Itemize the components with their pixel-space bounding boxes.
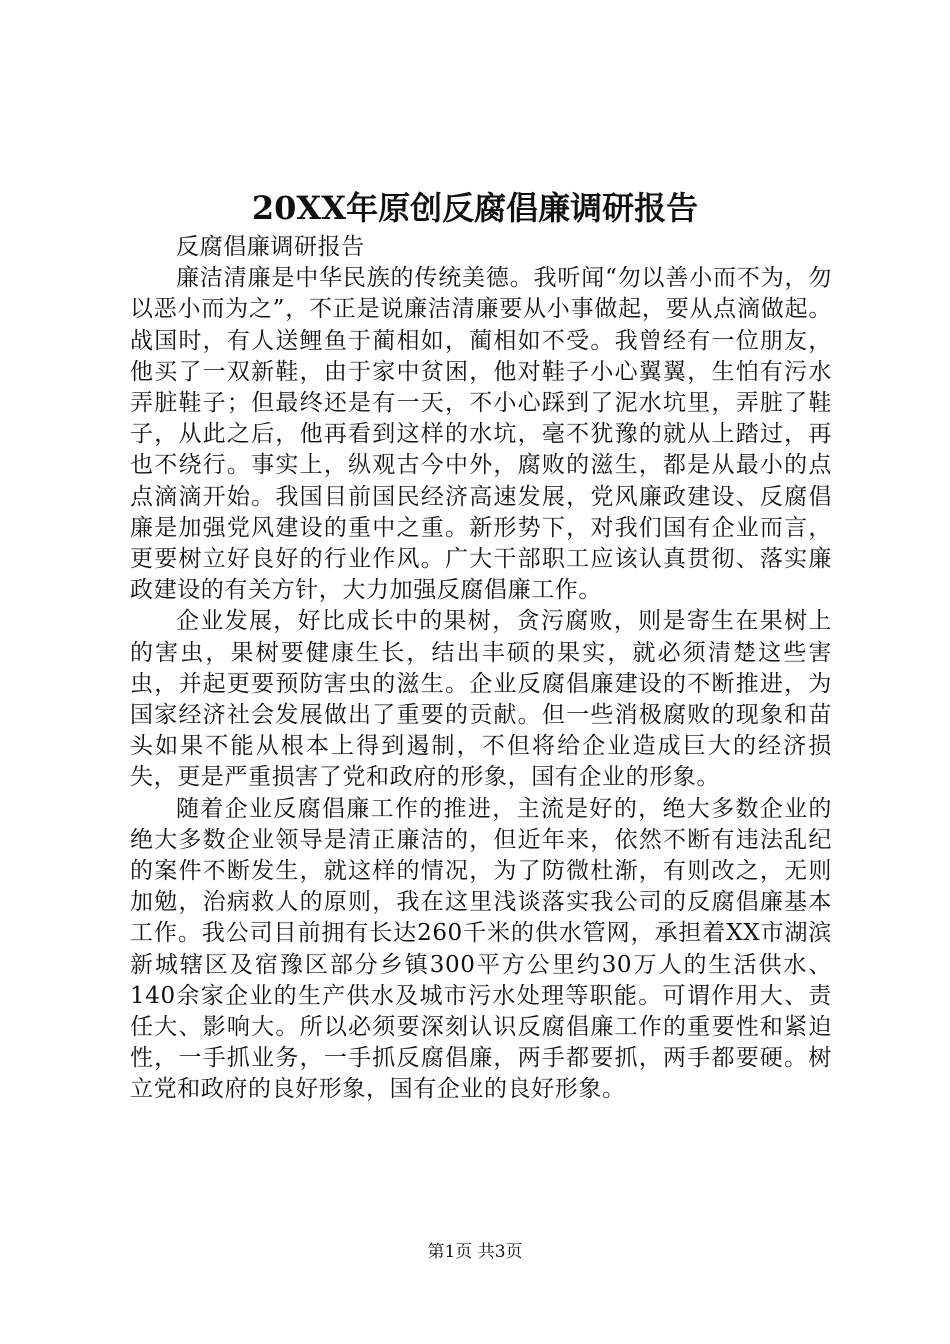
- document-body: [130, 232, 832, 1106]
- body-paragraph: 廉洁清廉是中华民族的传统美德。我听闻“勿以善小而不为，勿以恶小而为之”，不正是说廉洁清廉要从小事做起，要从点滴做起。战国时，有人送鲤鱼于蔺相如，蔺相如不受。我曾经有一位朋友，他买了一双新鞋，由于家中贫困，他对鞋子小心翼翼，生怕有污水弄脏鞋子；但最终还是有一天，不小心踩到了泥水坑里，弄脏了鞋子，从此之后，他再看到这样的水坑，毫不犹豫的就从上踏过，再也不绕行。事实上，纵观古今中外，腐败的滋生，都是从最小的点点滴滴开始。我国目前国民经济高速发展，党风廉政建设、反腐倡廉是加强党风建设的重中之重。新形势下，对我们国有企业而言，更要树立好良好的行业作风。广大干部职工应该认真贯彻、落实廉政建设的有关方针，大力加强反腐倡廉工作。: [130, 265, 832, 604]
- page-number-footer: 第1页 共3页: [427, 1242, 523, 1262]
- body-paragraph: 随着企业反腐倡廉工作的推进，主流是好的，绝大多数企业的绝大多数企业领导是清正廉洁的，但近年来，依然不断有违法乱纪的案件不断发生，就这样的情况，为了防微杜渐，有则改之，无则加勉，治病救人的原则，我在这里浅谈落实我公司的反腐倡廉基本工作。我公司目前拥有长达260千米的供水管网，承担着XX市湖滨新城辖区及宿豫区部分乡镇300平方公里约30万人的生活供水、140余家企业的生产供水及城市污水处理等职能。可谓作用大、责任大、影响大。所以必须要深刻认识反腐倡廉工作的重要性和紧迫性，一手抓业务，一手抓反腐倡廉，两手都要抓，两手都要硬。树立党和政府的良好形象，国有企业的良好形象。: [130, 795, 832, 1103]
- body-paragraph: 企业发展，好比成长中的果树，贪污腐败，则是寄生在果树上的害虫，果树要健康生长，结出丰硕的果实，就必须清楚这些害虫，并起更要预防害虫的滋生。企业反腐倡廉建设的不断推进，为国家经济社会发展做出了重要的贡献。但一些消极腐败的现象和苗头如果不能从根本上得到遏制，不但将给企业造成巨大的经济损失，更是严重损害了党和政府的形象，国有企业的形象。: [130, 608, 832, 791]
- document-title: 20XX年原创反腐倡廉调研报告: [251, 189, 699, 227]
- subtitle-paragraph: 反腐倡廉调研报告: [176, 234, 365, 260]
